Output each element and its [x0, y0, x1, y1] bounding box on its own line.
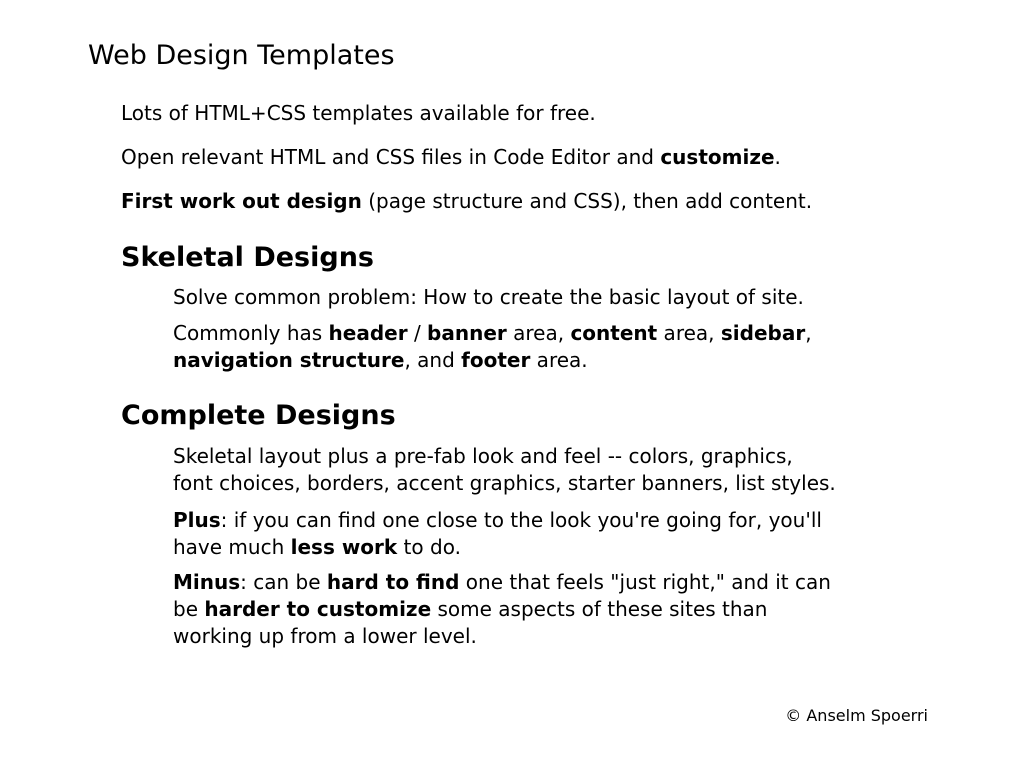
skeletal-point-2: [173, 320, 963, 374]
complete-designs-heading: Complete Designs: [121, 400, 396, 431]
complete-point-minus: [173, 569, 963, 650]
emphasis-plus: Plus: [173, 508, 221, 532]
complete-point-1: [173, 443, 963, 497]
text-span: area.: [530, 348, 588, 372]
text-span: area,: [506, 321, 571, 345]
text-span: : can be: [240, 570, 327, 594]
emphasis-banner: banner: [427, 321, 507, 345]
text-span: : if you can find one close to the look you're going for, you'll: [220, 508, 822, 532]
slide-title: Web Design Templates: [88, 40, 395, 71]
intro-paragraph-3: [121, 188, 812, 215]
intro-paragraph-1: Lots of HTML+CSS templates available for free.: [121, 101, 596, 125]
text-span: Commonly has: [173, 321, 329, 345]
text-span: font choices, borders, accent graphics, starter banners, list styles.: [173, 471, 836, 495]
emphasis-minus: Minus: [173, 570, 241, 594]
emphasis-hard-to-find: hard to find: [326, 570, 460, 594]
text-span: Skeletal layout plus a pre-fab look and feel -- colors, graphics,: [173, 444, 793, 468]
emphasis-customize: customize: [660, 145, 775, 169]
text-span: some aspects of these sites than: [431, 597, 768, 621]
text-span: /: [407, 321, 428, 345]
skeletal-point-1: Solve common problem: How to create the basic layout of site.: [173, 285, 804, 309]
emphasis-content: content: [570, 321, 658, 345]
emphasis-less-work: less work: [290, 535, 398, 559]
text-span: (page structure and CSS), then add content.: [361, 189, 813, 213]
complete-point-plus: [173, 507, 963, 561]
copyright-notice: © Anselm Spoerri: [785, 706, 928, 725]
text-span: have much: [173, 535, 291, 559]
text-span: .: [774, 145, 781, 169]
text-span: ,: [805, 321, 812, 345]
emphasis-navigation-structure: navigation structure: [173, 348, 405, 372]
text-span: area,: [657, 321, 721, 345]
emphasis-first-work-out-design: First work out design: [121, 189, 362, 213]
emphasis-harder-to-customize: harder to customize: [204, 597, 432, 621]
text-span: , and: [404, 348, 462, 372]
intro-paragraph-2: [121, 144, 781, 171]
text-span: Open relevant HTML and CSS files in Code Editor and: [121, 145, 661, 169]
text-span: to do.: [397, 535, 461, 559]
skeletal-designs-heading: Skeletal Designs: [121, 242, 375, 273]
emphasis-header: header: [328, 321, 408, 345]
emphasis-sidebar: sidebar: [720, 321, 806, 345]
emphasis-footer: footer: [461, 348, 531, 372]
text-span: working up from a lower level.: [173, 624, 477, 648]
text-span: be: [173, 597, 205, 621]
text-span: one that feels "just right," and it can: [459, 570, 831, 594]
